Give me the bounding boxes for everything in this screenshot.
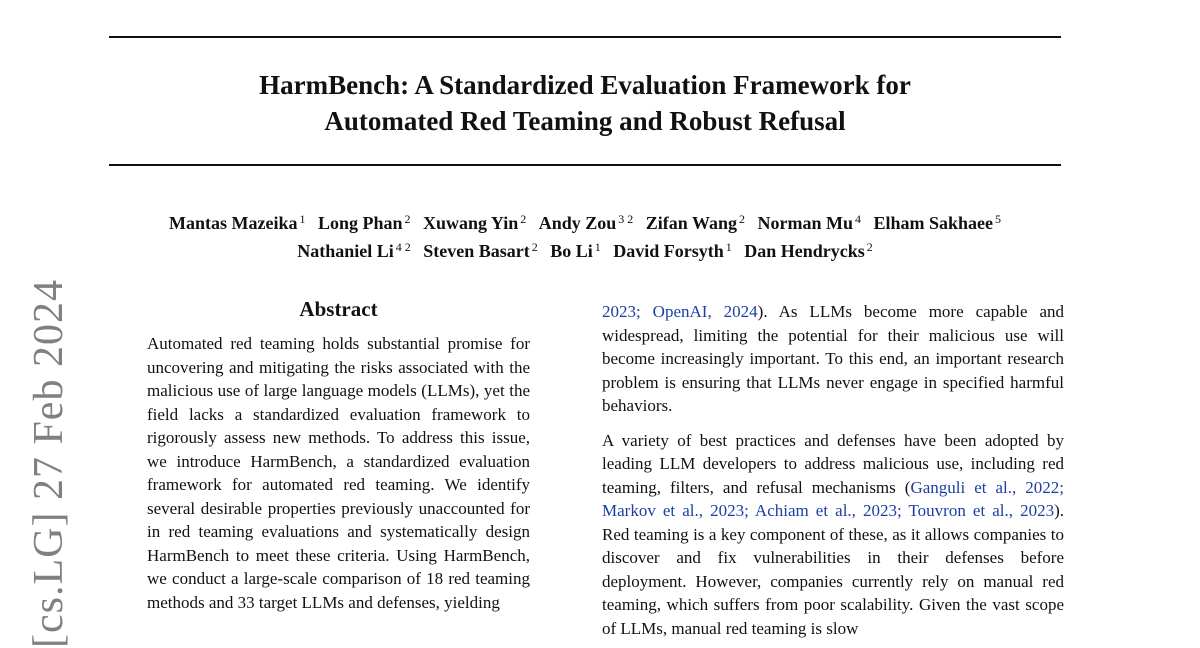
- intro-paragraph-1: 2023; OpenAI, 2024). As LLMs become more capable and widespread, limiting the potential for their malicious use will become increasingly important. To this end, an important research problem is ensuring that LLMs never engage in specified harmful behaviors.: [602, 302, 1065, 415]
- intro-column: [602, 300, 1064, 640]
- author-list: [109, 207, 1061, 263]
- abstract-body: [147, 332, 530, 614]
- author: Steven Basart $^2$: [423, 240, 538, 261]
- author: Mantas Mazeika $^1$: [168, 212, 306, 233]
- title-rule-top: [109, 36, 1061, 38]
- author: Andy Zou $^{3 2}$: [538, 212, 634, 233]
- author: Dan Hendrycks $^2$: [744, 240, 873, 261]
- abstract-heading: Abstract: [299, 297, 378, 321]
- author: Long Phan $^2$: [317, 212, 411, 233]
- author: Xuwang Yin $^2$: [423, 212, 527, 233]
- author: Norman Mu $^4$: [757, 212, 861, 233]
- author: David Forsyth $^1$: [613, 240, 732, 261]
- citation-link[interactable]: 2023; OpenAI, 2024: [602, 302, 758, 321]
- abstract-text: Automated red teaming holds substantial promise for uncovering and mitigating the risks associated with the malicious use of large language models (LLMs), yet the field lacks a standardized evaluation framework to rigorously assess new methods. To address this issue, we introduce HarmBench, a standardized evaluation framework for automated red teaming. We identify several desirable properties previously unaccounted for in red teaming evaluations and systematically design HarmBench to meet these criteria. Using HarmBench, we conduct a large-scale comparison of 18 red teaming methods and 33 target LLMs and defenses, yielding: [147, 334, 530, 612]
- arxiv-side-label: [cs.LG] 27 Feb 2024: [26, 279, 72, 648]
- intro-paragraph-2: A variety of best practices and defenses have been adopted by leading LLM developers to address malicious use, including red teaming, filters, and refusal mechanisms (Ganguli et al., 2022; Markov et al., 2023; Achiam et al., 2023; Touvron et al., 2023). Red teaming is a key component of these, as it allows companies to discover and fix vulnerabilities in their defenses before deployment. However, companies currently rely on manual red teaming, which suffers from poor scalability. Given the vast scope of LLMs, manual red teaming is slow: [602, 430, 1064, 638]
- author: Zifan Wang $^2$: [645, 212, 745, 233]
- title-rule-bottom: [109, 164, 1061, 166]
- citation-link[interactable]: Ganguli et al., 2022; Markov et al., 2023; Achiam et al., 2023; Touvron et al., 2023: [602, 477, 1064, 520]
- author: Nathaniel Li $^{4 2}$: [297, 240, 411, 261]
- title-line-1: HarmBench: A Standardized Evaluation Framework for: [259, 70, 911, 100]
- author: Elham Sakhaee $^5$: [873, 212, 1002, 233]
- paper-title: [109, 67, 1061, 139]
- title-line-2: Automated Red Teaming and Robust Refusal: [324, 106, 846, 136]
- author: Bo Li $^1$: [550, 240, 601, 261]
